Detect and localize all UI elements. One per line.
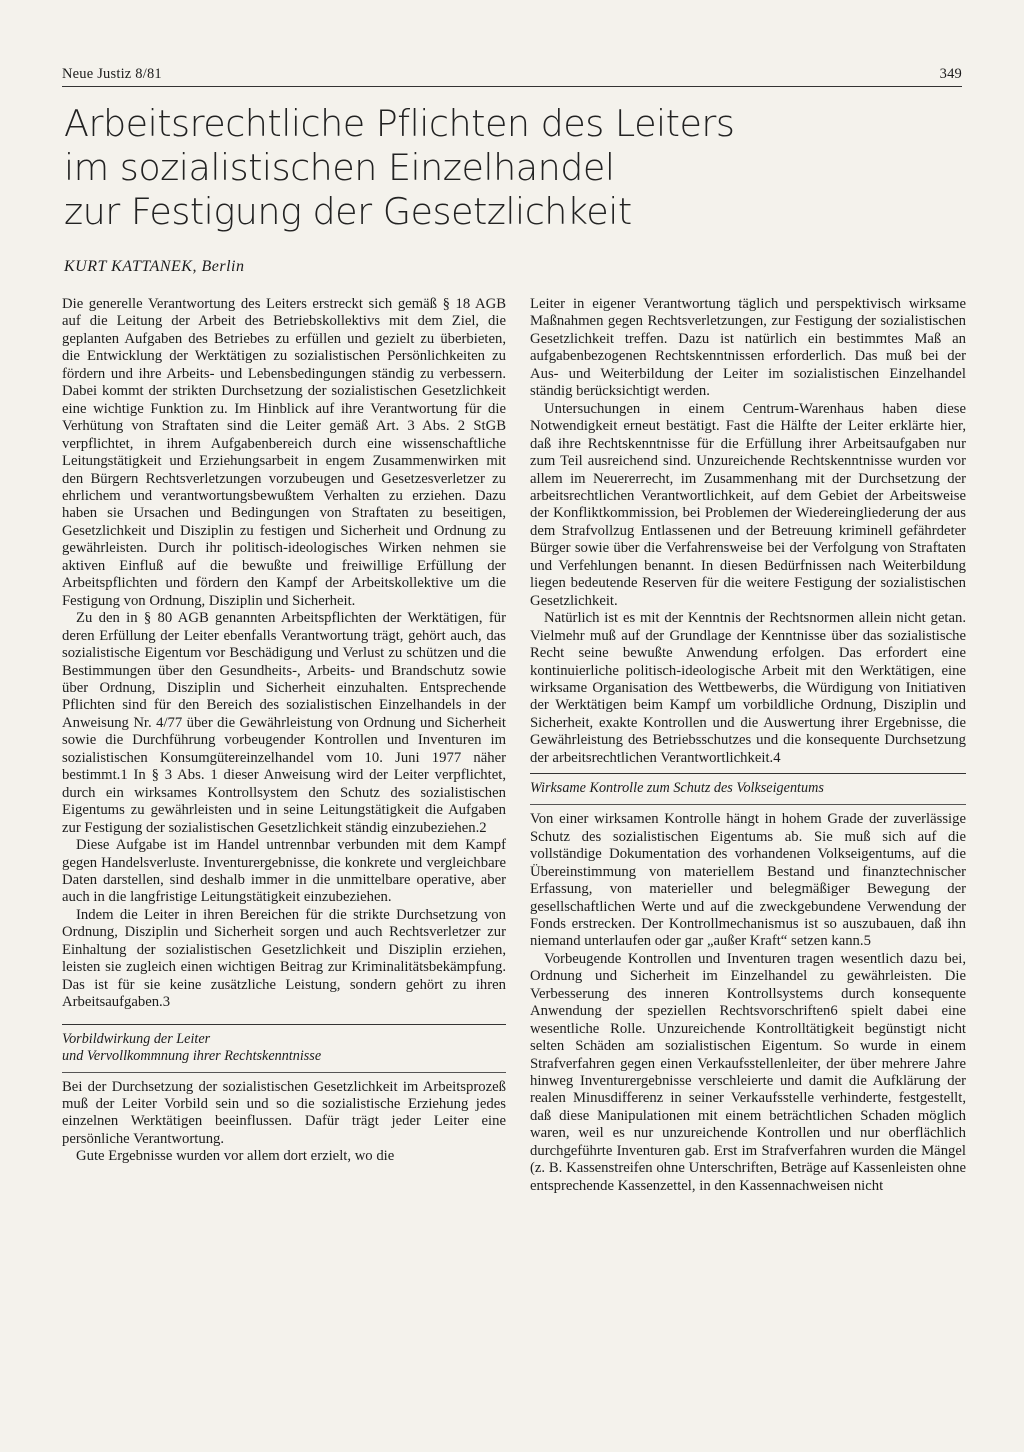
article-title: [64, 102, 964, 234]
paragraph: Natürlich ist es mit der Kenntnis der Rechtsnormen allein nicht getan. Vielmehr muß auf der Grundlage der Kenntnisse über das sozialistische Recht seine bewußte Anwendung erfolgen. Das erfordert eine kontinuierliche politisch-ideologische Arbeit mit den Werktätigen, eine wirksame Organisation des Wettbewerbs, die Würdigung von Initiativen der Werktätigen beim Kampf um vorbildliche Ordnung, Disziplin und Sicherheit, exakte Kontrollen und die Auswertung ihrer Ergebnisse, die Gewährleistung des Betriebsschutzes und die konsequente Durchsetzung der arbeitsrechtlichen Verantwortlichkeit.4: [530, 610, 966, 766]
paragraph: Von einer wirksamen Kontrolle hängt in hohem Grade der zuverlässige Schutz des sozialistischen Eigentums ab. Sie muß sich auf die vollständige Dokumentation des vorhandenen Volkseigentums, auf die Übereinstimmung von materiellem Bestand und finanztechnischer Erfassung, von materieller und belegmäßiger Bewegung der gesellschaftlichen Werte und auf die zweckgebundene Verwendung der Fonds erstrecken. Der Kontrollmechanismus ist so auszubauen, daß ihn niemand unterlaufen oder gar „außer Kraft“ setzen kann.5: [530, 811, 966, 950]
paragraph: Vorbeugende Kontrollen und Inventuren tragen wesentlich dazu bei, Ordnung und Sicherheit im Einzelhandel zu gewährleisten. Die Verbesserung des inneren Kontrollsystems durch konsequente Anwendung der speziellen Rechtsvorschriften6 spielt dabei eine wesentliche Rolle. Unzureichende Kontrolltätigkeit begünstigt nicht selten Schäden am sozialistischen Eigentum. So wurde in einem Strafverfahren gegen einen Verkaufsstellenleiter, der über mehrere Jahre hinweg Inventurergebnisse verschleierte und damit die Aufklärung der realen Minusdifferenz in seiner Verkaufsstelle verhinderte, festgestellt, daß diese Manipulationen mit einem beträchtlichen Schaden möglich waren, weil es nur unzureichende Kontrollen und nur oberflächlich durchgeführte Inventuren gab. Erst im Strafverfahren wurden die Mängel (z. B. Kassenstreifen ohne Unterschriften, Beträge auf Kassenleisten ohne entsprechende Kassenzettel, in den Kassennachweisen nicht: [530, 950, 966, 1194]
section-heading-line: Wirksame Kontrolle zum Schutz des Volkseigentums: [530, 780, 824, 797]
page-number: 349: [939, 66, 962, 82]
paragraph: Bei der Durchsetzung der sozialistischen Gesetzlichkeit im Arbeitsprozeß muß der Leiter Vorbild sein und so die sozialistische Erziehung jedes einzelnen Werktätigen beeinflussen. Dafür trägt jeder Leiter eine persönliche Verantwortung.: [62, 1078, 506, 1147]
paragraph: Zu den in § 80 AGB genannten Arbeitspflichten der Werktätigen, für deren Erfüllung der Leiter ebenfalls Verantwortung trägt, gehört auch, das sozialistische Eigentum vor Beschädigung und Verlust zu schützen und die Bestimmungen über den Gesundheits-, Arbeits- und Brandschutz sowie über Ordnung, Disziplin und Sicherheit einzuhalten. Entsprechende Pflichten sind für den Bereich des sozialistischen Einzelhandels in der Anweisung Nr. 4/77 über die Gewährleistung von Ordnung und Sicherheit sowie die Durchführung vorbeugender Kontrollen und Inventuren im sozialistischen Konsumgütereinzelhandel vom 10. Juni 1977 näher bestimmt.1 In § 3 Abs. 1 dieser Anweisung wird der Leiter verpflichtet, durch ein wirksames Kontrollsystem den Schutz des sozialistischen Eigentums zu gewährleisten und in seine Leitungstätigkeit die Aufgaben zur Festigung der sozialistischen Gesetzlichkeit ständig einzubeziehen.2: [62, 610, 506, 836]
paragraph: Die generelle Verantwortung des Leiters erstreckt sich gemäß § 18 AGB auf die Leitung der Arbeit des Betriebskollektivs mit dem Ziel, die geplanten Aufgaben des Betriebes zu erfüllen und gezielt zu überbieten, die Entwicklung der Werktätigen zu sozialistischen Persönlichkeiten zu fördern und ihre Arbeits- und Lebensbedingungen ständig zu verbessern. Dabei kommt der strikten Durchsetzung der sozialistischen Gesetzlichkeit eine wichtige Funktion zu. Im Hinblick auf ihre Verantwortung für die Verhütung von Straftaten sind die Leiter gemäß Art. 3 Abs. 2 StGB verpflichtet, in ihrem Aufgabenbereich durch eine wissenschaftliche Leitungstätigkeit und Erziehungsarbeit in engem Zusammenwirken mit den Bürgern Rechtsverletzungen vorzubeugen und Gesetzesverletzer zu ehrlichem und verantwortungsbewußtem Verhalten zu erziehen. Dazu haben sie Ursachen und Bedingungen von Straftaten zu beseitigen, Gesetzlichkeit und Disziplin zu festigen und Sicherheit und Ordnung zu gewährleisten. Durch ihr politisch-ideologisches Wirken nehmen sie aktiven Einfluß auf die bewußte und freiwillige Erfüllung der Arbeitspflichten und fördern den Kampf der Arbeitskollektive um die Festigung von Ordnung, Disziplin und Sicherheit.: [62, 296, 506, 609]
section-heading: [530, 773, 966, 805]
author-byline: KURT KATTANEK, Berlin: [64, 258, 245, 275]
paragraph: Gute Ergebnisse wurden vor allem dort erzielt, wo die: [76, 1148, 395, 1165]
title-line: Arbeitsrechtliche Pflichten des Leiters: [64, 102, 735, 145]
paragraph: Leiter in eigener Verantwortung täglich und perspektivisch wirksame Maßnahmen gegen Rechtsverletzungen, zur Festigung der sozialistischen Gesetzlichkeit treffen. Dazu ist natürlich ein bestimmtes Maß an aufgabenbezogenen Rechtskenntnissen erforderlich. Das muß bei der Aus- und Weiterbildung der Leiter im sozialistischen Einzelhandel ständig berücksichtigt werden.: [530, 296, 966, 400]
paragraph: Diese Aufgabe ist im Handel untrennbar verbunden mit dem Kampf gegen Handelsverluste. Inventurergebnisse, die konkrete und vergleichbare Daten darstellen, sind deshalb immer in die unmittelbare operative, aber auch in die langfristige Leitungstätigkeit einzubeziehen.: [62, 837, 506, 906]
title-line: im sozialistischen Einzelhandel: [64, 146, 615, 189]
left-column: [62, 296, 506, 1166]
right-column: [530, 296, 966, 1195]
running-header: [62, 66, 962, 83]
title-line: zur Festigung der Gesetzlichkeit: [64, 190, 632, 233]
journal-issue: Neue Justiz 8/81: [62, 66, 162, 82]
paragraph: Untersuchungen in einem Centrum-Warenhaus haben diese Notwendigkeit erneut bestätigt. Fast die Hälfte der Leiter erklärte hier, daß ihre Rechtskenntnisse für die Erfüllung ihrer Arbeitsaufgaben nur zum Teil ausreichend sind. Unzureichende Rechtskenntnisse wurden vor allem im Neuererrecht, im Zusammenhang mit der Durchsetzung der arbeitsrechtlichen Verantwortlichkeit, auf dem Gebiet der Arbeitsweise der Konfliktkommission, bei Problemen der Wiedereingliederung der aus dem Strafvollzug Entlassenen und der Betreuung kriminell gefährdeter Bürger sowie über die Verfahrensweise bei der Verfolgung von Straftaten und Verfehlungen benannt. In diesen Bedürfnissen nach Weiterbildung liegen bedeutende Reserven für die weitere Festigung der sozialistischen Gesetzlichkeit.: [530, 400, 966, 609]
paragraph: Indem die Leiter in ihren Bereichen für die strikte Durchsetzung von Ordnung, Disziplin und Sicherheit sorgen und auch Rechtsverletzer zur Einhaltung der sozialistischen Gesetzlichkeit und Disziplin erziehen, leisten sie zugleich einen wichtigen Beitrag zur Kriminalitätsbekämpfung. Das ist für sie keine zusätzliche Leistung, sondern gehört zu ihren Arbeitsaufgaben.3: [62, 906, 506, 1011]
section-heading-line: Vorbildwirkung der Leiter: [62, 1030, 211, 1047]
section-heading: [62, 1024, 506, 1073]
header-rule: [62, 86, 962, 87]
section-heading-line: und Vervollkommnung ihrer Rechtskenntnisse: [62, 1047, 322, 1064]
